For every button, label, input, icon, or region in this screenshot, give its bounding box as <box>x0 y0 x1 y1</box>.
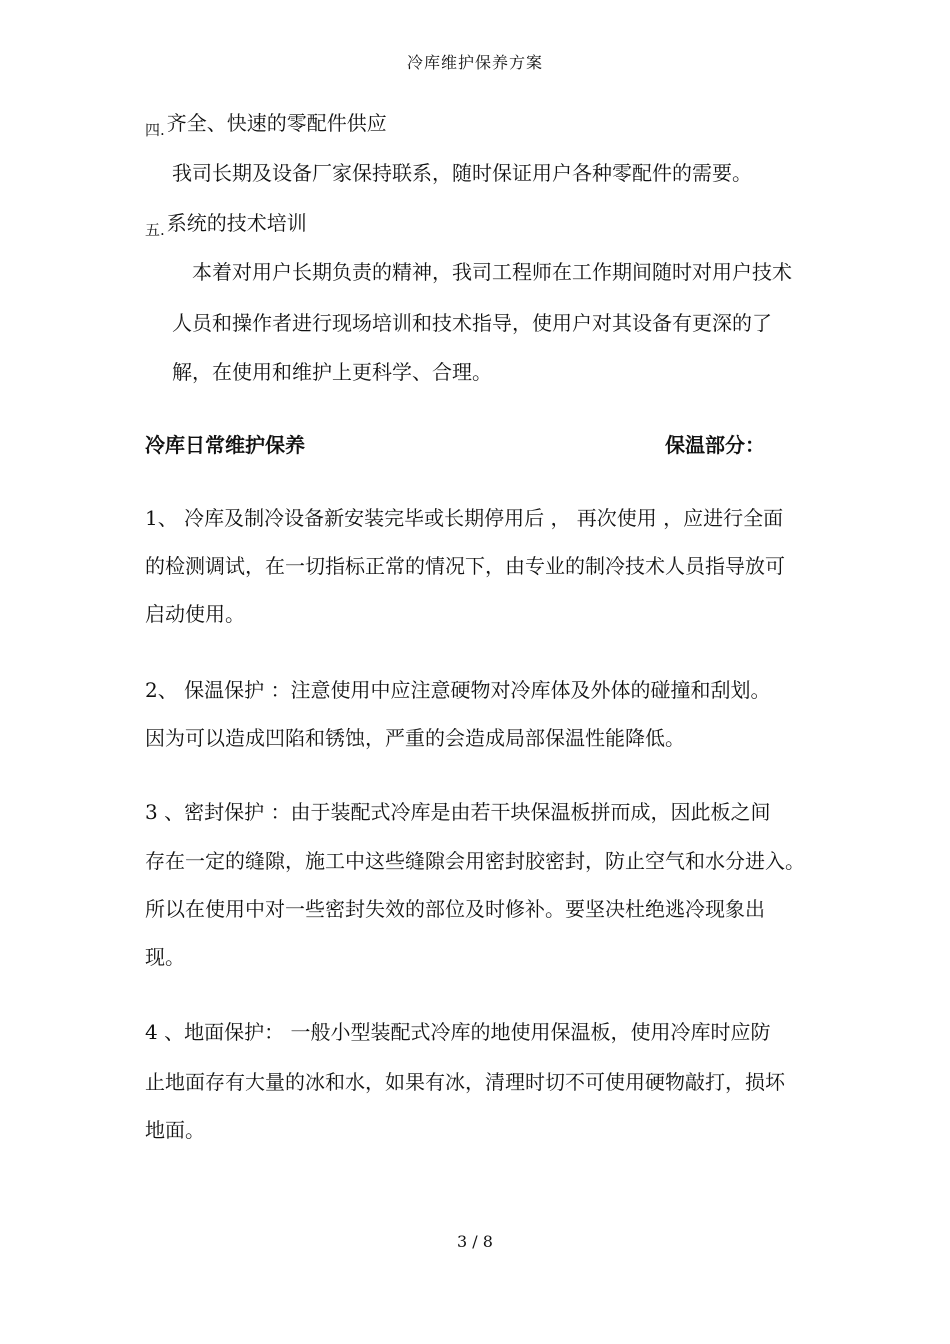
page-header: 冷库维护保养方案 <box>406 53 543 72</box>
section-4-number: 四. <box>145 121 165 139</box>
item-4-line: 止地面存有大量的冰和水，如果有冰，清理时切不可使用硬物敲打，损坏 <box>145 1070 785 1094</box>
section-4-heading: 齐全、快速的零配件供应 <box>166 111 387 135</box>
item-1-line: 1、 冷库及制冷设备新安装完毕或长期停用后 ， 再次使用 ，应进行全面 <box>145 506 784 530</box>
item-2-line: 因为可以造成凹陷和锈蚀，严重的会造成局部保温性能降低。 <box>145 726 685 750</box>
item-1-line: 启动使用。 <box>145 602 245 626</box>
item-4-line: 地面。 <box>145 1118 205 1142</box>
section-5-heading: 系统的技术培训 <box>166 211 307 235</box>
page-number: 3 / 8 <box>457 1232 493 1251</box>
section-5-body-line: 解，在使用和维护上更科学、合理。 <box>172 360 492 384</box>
item-3-line: 3 、密封保护 ：由于装配式冷库是由若干块保温板拼而成，因此板之间 <box>145 800 771 824</box>
item-4-line: 4 、地面保护： 一般小型装配式冷库的地使用保温板，使用冷库时应防 <box>145 1020 771 1044</box>
maintenance-subtitle: 保温部分： <box>665 433 765 457</box>
maintenance-title: 冷库日常维护保养 <box>145 433 305 457</box>
section-4-body: 我司长期及设备厂家保持联系，随时保证用户各种零配件的需要。 <box>172 161 752 185</box>
section-5-heading-row <box>145 210 307 238</box>
item-2-line: 2、 保温保护 ：注意使用中应注意硬物对冷库体及外体的碰撞和刮划。 <box>145 678 771 702</box>
section-4-heading-row <box>145 110 387 138</box>
section-5-body-line: 人员和操作者进行现场培训和技术指导，使用户对其设备有更深的了 <box>172 311 772 335</box>
item-3-line: 现。 <box>145 945 185 969</box>
item-1-line: 的检测调试，在一切指标正常的情况下，由专业的制冷技术人员指导放可 <box>145 554 785 578</box>
section-5-body-line: 本着对用户长期负责的精神，我司工程师在工作期间随时对用户技术 <box>192 260 792 284</box>
item-3-line: 所以在使用中对一些密封失效的部位及时修补。要坚决杜绝逃冷现象出 <box>145 897 765 921</box>
section-5-number: 五. <box>145 221 165 239</box>
item-3-line: 存在一定的缝隙，施工中这些缝隙会用密封胶密封，防止空气和水分进入。 <box>145 849 805 873</box>
